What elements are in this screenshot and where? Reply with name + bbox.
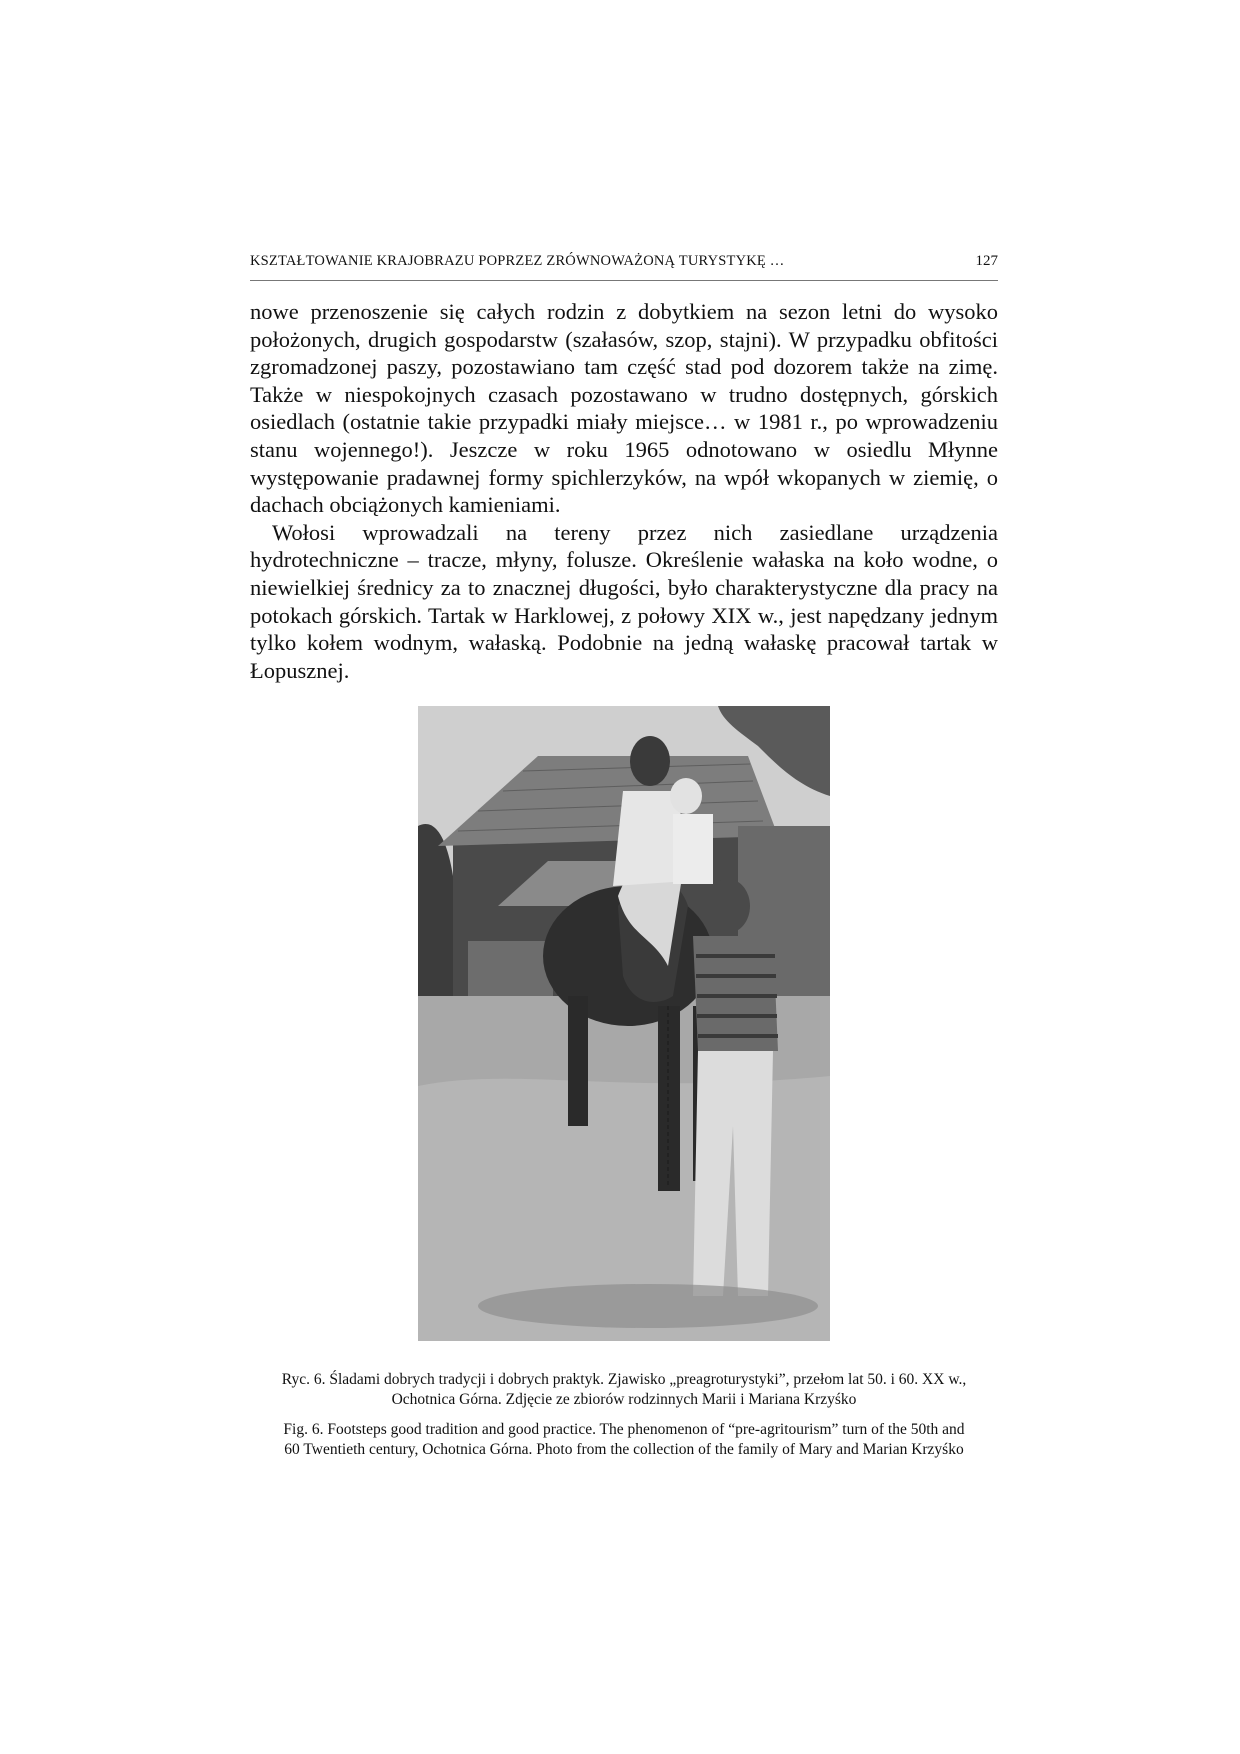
photo-woodpile bbox=[468, 941, 553, 996]
figure-caption-english bbox=[250, 1420, 998, 1460]
caption-pl-line-2: Ochotnica Górna. Zdjęcie ze zbiorów rodzinnych Marii i Mariana Krzyśko bbox=[391, 1391, 857, 1408]
body-text bbox=[250, 298, 998, 684]
photo-child-body bbox=[673, 814, 713, 884]
photo-illustration bbox=[418, 706, 830, 1341]
figure-caption-polish bbox=[250, 1370, 998, 1410]
caption-pl-line-1: Ryc. 6. Śladami dobrych tradycji i dobrych praktyk. Zjawisko „preagroturystyki”, przełom lat 50. i 60. XX w., bbox=[281, 1371, 967, 1388]
photo-boy-head bbox=[706, 879, 750, 933]
photo-child-head bbox=[670, 778, 702, 814]
paragraph-2: Wołosi wprowadzali na tereny przez nich zasiedlane urządzenia hydrotechniczne – tracze, młyny, folusze. Określenie wałaska na koło wodne, o niewielkiej średnicy za to znacznej długości, było charakterystyczne dla pracy na potokach górskich. Tartak w Harklowej, z połowy XIX w., jest napędzany jednym tylko kołem wodnym, wałaską. Podobnie na jedną wałaskę pracował tartak w Łopusznej. bbox=[250, 519, 998, 683]
photo-boy-sweater bbox=[693, 936, 778, 1051]
paragraph-1: nowe przenoszenie się całych rodzin z dobytkiem na sezon letni do wysoko położonych, drugich gospodarstw (szałasów, szop, stajni). W przypadku obfitości zgromadzonej paszy, pozostawiano tam część stad pod dozorem także na zimę. Także w niespokojnych czasach pozostawano w trudno dostępnych, górskich osiedlach (ostatnie takie przypadki miały miejsce… w 1981 r., po wprowadzeniu stanu wojennego!). Jeszcze w roku 1965 odnotowano w osiedlu Młynne występowanie pradawnej formy spichlerzyków, na wpół wkopanych w ziemię, o dachach obciążonych kamieniami. bbox=[250, 299, 998, 518]
caption-en-line-1: Fig. 6. Footsteps good tradition and good practice. The phenomenon of “pre-agritourism” turn of the 50th and bbox=[283, 1421, 965, 1438]
running-title: KSZTAŁTOWANIE KRAJOBRAZU POPRZEZ ZRÓWNOWAŻONĄ TURYSTYKĘ … bbox=[250, 253, 785, 269]
page-number: 127 bbox=[975, 253, 998, 269]
running-header bbox=[250, 250, 998, 281]
caption-en-line-2: 60 Twentieth century, Ochotnica Górna. Photo from the collection of the family of Mary and Marian Krzyśko bbox=[284, 1441, 964, 1458]
photo-girl-head bbox=[630, 736, 670, 786]
figure-photo bbox=[418, 706, 830, 1341]
